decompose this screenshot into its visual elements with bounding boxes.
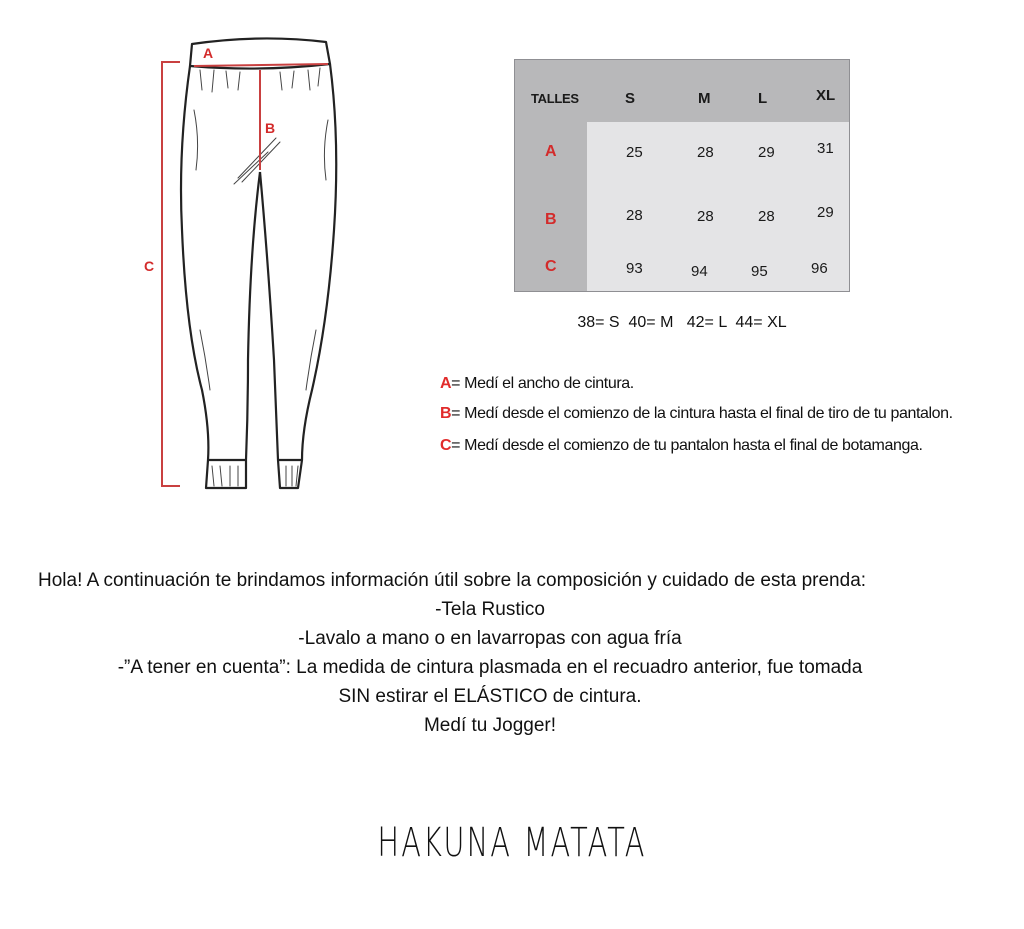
size-header-l: L [758, 90, 768, 107]
care-line-note: -”A tener en cuenta”: La medida de cintura plasmada en el recuadro anterior, fue tomada [117, 657, 863, 678]
cell-a-l: 29 [758, 144, 775, 161]
table-corner-header: TALLES [531, 91, 579, 106]
row-label-c: C [545, 258, 557, 275]
cell-b-s: 28 [626, 207, 643, 224]
legend-b [440, 405, 953, 423]
care-intro: Hola! A continuación te brindamos información útil sobre la composición y cuidado de esta prenda: [38, 570, 867, 591]
size-equivalence: 38= S 40= M 42= L 44= XL [577, 314, 787, 331]
cell-a-m: 28 [697, 144, 714, 161]
size-header-m: M [698, 90, 711, 107]
label-c: C [144, 258, 155, 274]
care-line-washing: -Lavalo a mano o en lavarropas con agua fría [298, 628, 682, 649]
care-info [0, 566, 980, 740]
cell-b-m: 28 [697, 208, 714, 225]
size-table [514, 59, 850, 292]
legend-text-b: = Medí desde el comienzo de la cintura hasta el final de tiro de tu pantalon. [451, 405, 953, 422]
care-line-fabric: -Tela Rustico [435, 599, 545, 620]
legend-text-c: = Medí desde el comienzo de tu pantalon hasta el final de botamanga. [451, 437, 923, 454]
row-label-b: B [545, 211, 557, 228]
left-leg-outline [181, 66, 260, 488]
cell-c-l: 95 [751, 263, 768, 280]
row-label-a: A [545, 143, 557, 160]
legend-c [440, 437, 923, 455]
legend-text-a: = Medí el ancho de cintura. [451, 375, 634, 392]
care-line-elastic: SIN estirar el ELÁSTICO de cintura. [338, 686, 642, 707]
cell-a-xl: 31 [817, 140, 834, 157]
label-a: A [203, 45, 214, 61]
legend-a [440, 375, 634, 393]
measure-line-c [162, 62, 180, 486]
care-line-closing: Medí tu Jogger! [423, 715, 557, 736]
cell-a-s: 25 [626, 144, 643, 161]
cell-c-xl: 96 [811, 260, 828, 277]
label-b: B [265, 120, 276, 136]
size-header-s: S [625, 90, 636, 107]
brand-logo: HAKUNA MATATA [377, 820, 647, 866]
legend-key-a: A [440, 375, 452, 392]
pants-size-illustration [130, 30, 370, 500]
cell-b-l: 28 [758, 208, 775, 225]
legend-key-c: C [440, 437, 452, 454]
legend-key-b: B [440, 405, 452, 422]
cell-c-m: 94 [691, 263, 708, 280]
cell-b-xl: 29 [817, 204, 834, 221]
cell-c-s: 93 [626, 260, 643, 277]
size-header-xl: XL [816, 87, 836, 104]
